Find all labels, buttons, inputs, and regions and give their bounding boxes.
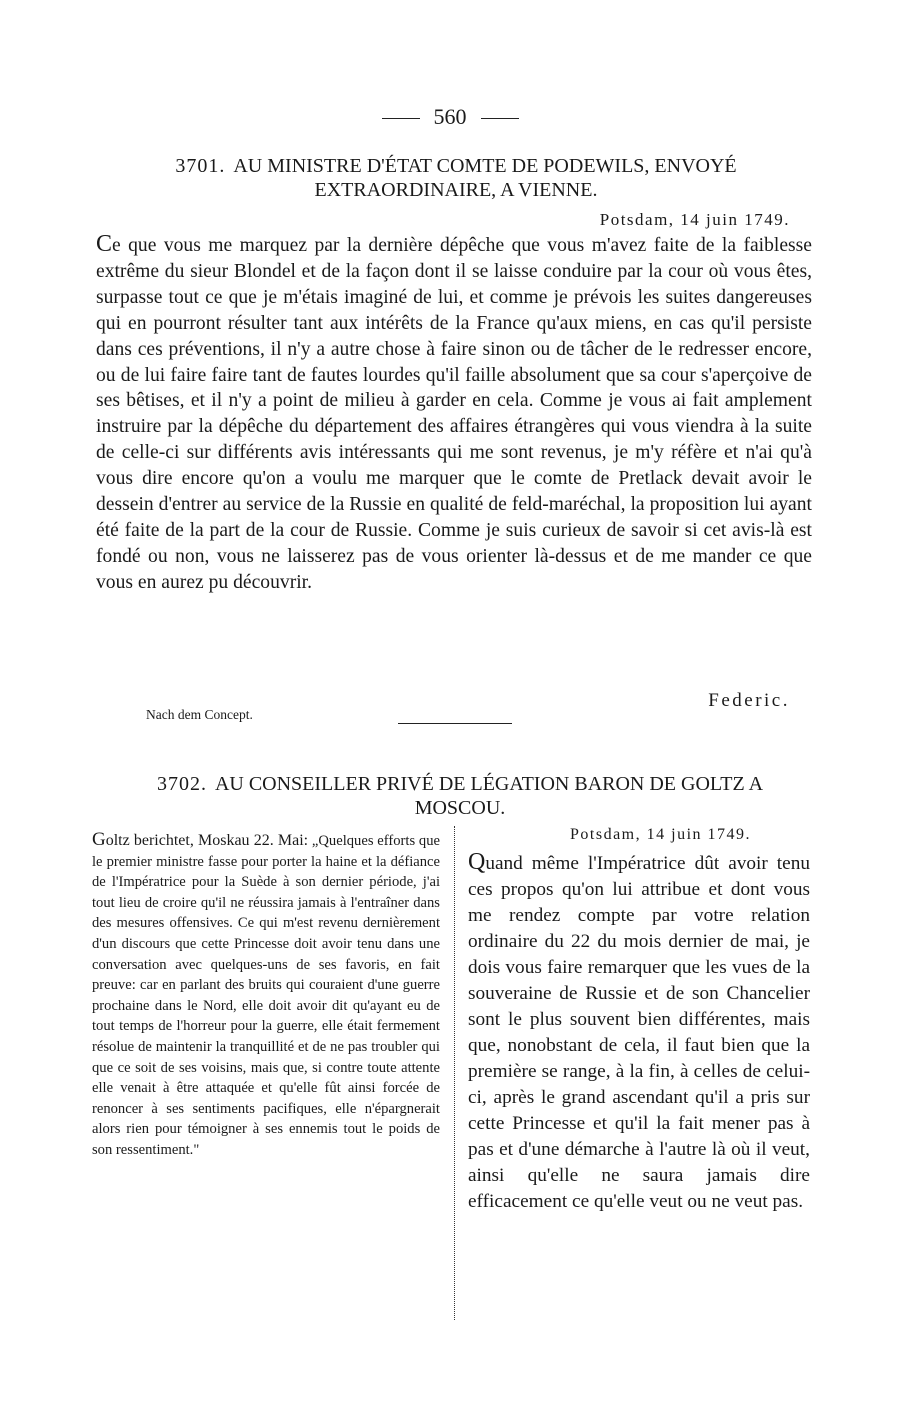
- letter-3701-heading: [96, 154, 816, 202]
- letter-3702-report-text: „Quelques efforts que le premier ministre fasse pour porter la haine et la défiance de l'Impératrice pour la Suède à son dernier période, j'ai tout lieu de croire qu'il ne réussira jamais à l'entraîner dans des mesures offensives. Ce qui m'est revenu dernièrement d'un discours que cette Princesse doit avoir tenu dans une conversation avec quelques-uns de ses favoris, en fait preuve: car en parlant des bruits qui couraient d'une guerre prochaine dans le Nord, elle doit avoir dit qu'ayant eu de tout temps de l'horreur pour la guerre, elle était fermement résolue de maintenir la tranquillité et de ne pas troubler qui que ce soit de ses voisins, mais que, si contre toute attente elle venait à être attaquée et qu'elle fût ainsi forcée de renoncer à ses sentiments pacifiques, elle n'épargnerait alors rien pour témoigner à ses ennemis tout le poids de son ressentiment.": [92, 833, 441, 1158]
- letter-3701-title: AU MINISTRE D'ÉTAT COMTE DE PODEWILS, ENVOYÉ EXTRAORDINAIRE, A VIENNE.: [233, 155, 737, 201]
- letter-3701-signature: Federic.: [708, 690, 790, 711]
- letter-3702-report-initial: G: [92, 829, 106, 850]
- page-number-value: 560: [433, 104, 467, 129]
- page-number-dash-left: [382, 118, 420, 119]
- letter-3701-initial: C: [96, 231, 113, 257]
- letter-3702-text: uand même l'Impératrice dût avoir tenu ces propos qu'on lui attribue et dont vous me rendez compte par votre relation ordinaire du 22 du mois dernier de mai, je dois vous faire remarquer que les vues de la souveraine de Russie et de son Chancelier sont le plus souvent bien différentes, mais que, nonobstant de cela, il faut bien que la première se range, à la fin, à celles de celui-ci, après le grand ascendant qu'il a pris sur cette Princesse et qu'il la fait mener pas à pas et d'une démarche à l'autre là où il veut, ainsi qu'elle ne saura jamais dire efficacement ce qu'elle veut ou ne veut pas.: [468, 853, 810, 1212]
- letter-3701-text: e que vous me marquez par la dernière dépêche que vous m'avez faite de la faiblesse extrême du sieur Blondel et de la façon dont il se laisse conduire par la cour où vous êtes, surpasse tout ce que je m'étais imaginé de lui, et comme je prévois les suites dangereuses qui en pourront résulter tant aux intérêts de la France qu'aux miens, en cas qu'il persiste dans ces préventions, il n'y a autre chose à faire sinon ou de tâcher de le redresser encore, ou de lui faire faire tant de fautes lourdes qu'il faille absolument que sa cour s'aperçoive de ses bêtises, et il n'y a point de milieu à garder en cela. Comme je vous ai fait amplement instruire par la dépêche du département des affaires étrangères qui vous viendra à la suite de celle-ci sur différents avis intéressants qui me sont revenus, je m'y réfère et n'ai qu'à vous dire encore qu'on a voulu me marquer que le comte de Pretlack devait avoir le dessein d'entrer au service de la Russie en qualité de feld-maréchal, la proposition lui ayant été faite de la part de la cour de Russie. Comme je suis curieux de savoir si cet avis-là est fondé ou non, vous ne laisserez pas de vous orienter là-dessus et de me mander ce que vous en aurez pu découvrir.: [96, 235, 812, 593]
- letter-3702-reply-column: [468, 849, 810, 1215]
- letter-3702-heading: [120, 772, 800, 820]
- letter-3702-initial: Q: [468, 849, 486, 875]
- letter-3701-dateline: Potsdam, 14 juin 1749.: [599, 210, 790, 229]
- letter-3702-report-intro: oltz berichtet, Moskau 22. Mai:: [105, 832, 309, 849]
- page-number-dash-right: [481, 118, 519, 119]
- letter-3701-number: 3701.: [175, 155, 226, 177]
- letter-3702-number: 3702.: [156, 773, 207, 795]
- letter-3701-body: [96, 232, 812, 596]
- letter-3701-source-note: Nach dem Concept.: [146, 707, 253, 722]
- letter-3702-report-column: [92, 830, 440, 1161]
- letter-3702-dateline: Potsdam, 14 juin 1749.: [570, 826, 752, 843]
- section-divider: [398, 723, 512, 724]
- letter-3702-title: AU CONSEILLER PRIVÉ DE LÉGATION BARON DE GOLTZ A MOSCOU.: [214, 773, 764, 819]
- column-separator: [454, 826, 455, 1320]
- page-number: [0, 104, 900, 130]
